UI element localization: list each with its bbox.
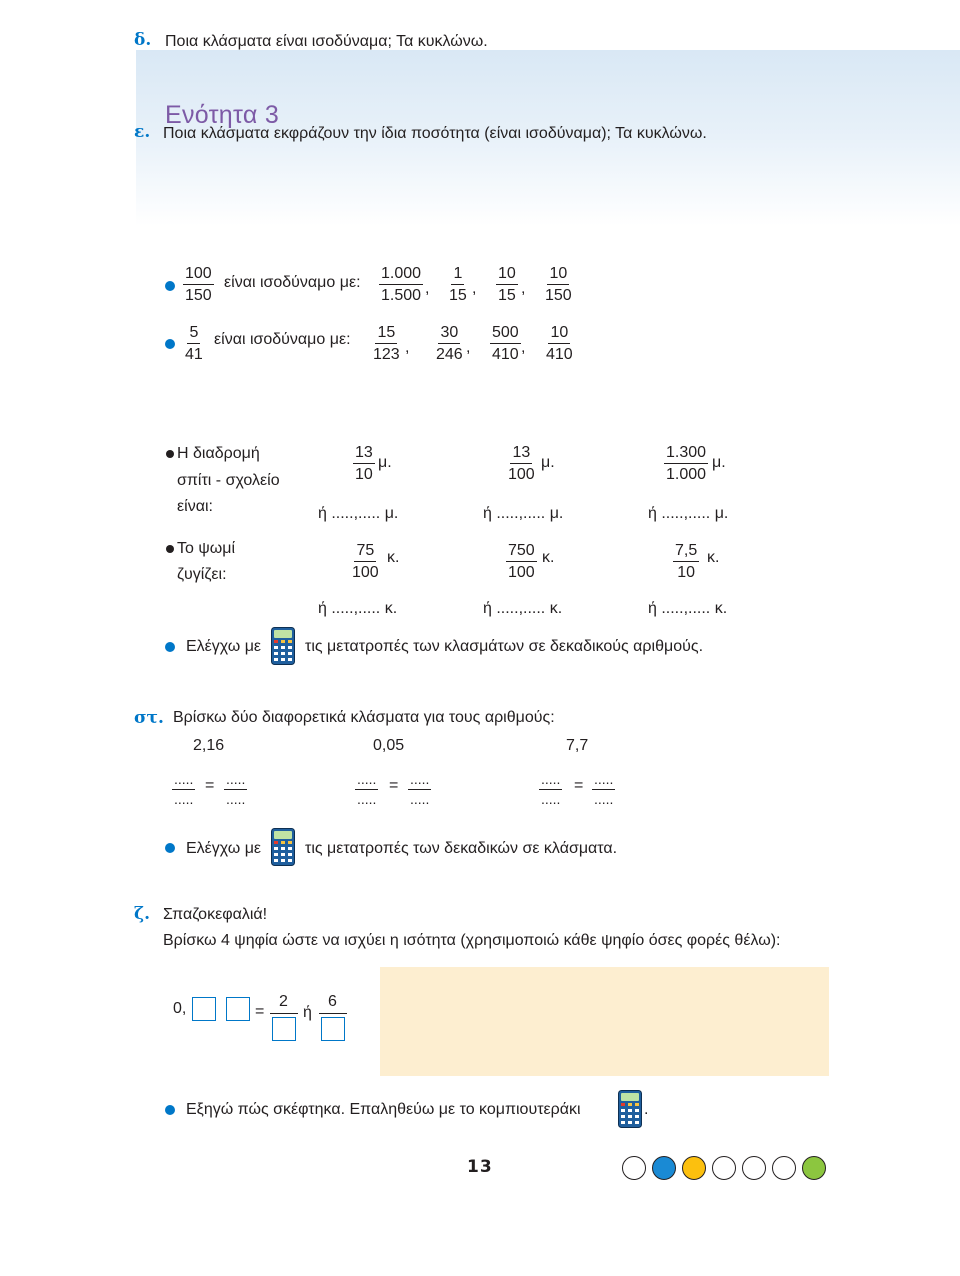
color-circle [682,1156,706,1180]
bread-answer[interactable]: ή .....,..... κ. [318,600,398,617]
route-fraction[interactable]: $\frac{13}{100}$ [508,444,535,483]
route-answer[interactable]: ή .....,..... μ. [318,505,399,522]
equivalent-text: είναι ισοδύναμο με: [214,331,351,348]
bread-fraction[interactable]: $\frac{7,5}{10}$ [675,542,698,581]
calculator-icon [271,828,295,866]
epsilon-question: Ποια κλάσματα εκφράζουν την ίδια ποσότητα (είναι ισοδύναμα); Τα κυκλώνω. [163,125,707,142]
section-letter-epsilon: ε. [134,122,151,142]
digit-box[interactable] [321,1017,345,1041]
check-prefix: Ελέγχω με [186,840,262,857]
route-label-3: είναι: [177,498,213,515]
decimal-prefix: 0, [173,1000,187,1017]
bullet [165,843,175,853]
unit-kilo: κ. [707,549,720,566]
check-suffix: τις μετατροπές των δεκαδικών σε κλάσματα. [305,840,618,857]
fraction-option[interactable]: $\frac{10}{410}$ [546,324,573,363]
bullet [165,339,175,349]
bread-label-2: ζυγίζει: [177,566,227,583]
comma: , [472,280,477,297]
unit-meters: μ. [378,454,392,471]
fraction-main: $\frac{5}{41}$ [185,324,203,363]
fraction-option[interactable]: $\frac{500}{410}$ [492,324,519,363]
fraction-numerator: 2 [279,993,288,1010]
blank-fraction[interactable]: ..... ..... [410,771,430,807]
check-suffix: τις μετατροπές των κλασμάτων σε δεκαδικούς αριθμούς. [305,638,704,655]
fraction-option[interactable]: $\frac{1.000}{1.500}$ [381,265,422,304]
bread-label-1: Το ψωμί [177,540,236,557]
bread-answer[interactable]: ή .....,..... κ. [483,600,563,617]
comma: , [521,339,526,356]
digit-box[interactable] [272,1017,296,1041]
zeta-title: Σπαζοκεφαλιά! [163,906,268,923]
bullet [166,545,174,553]
calculator-icon [618,1090,642,1128]
blank-fraction[interactable]: ..... ..... [226,771,246,807]
fraction-option[interactable]: $\frac{10}{15}$ [498,265,516,304]
blank-fraction[interactable]: ..... ..... [357,771,377,807]
fraction-option[interactable]: $\frac{30}{246}$ [436,324,463,363]
explain-text: Εξηγώ πώς σκέφτηκα. Επαληθεύω με το κομπιουτεράκι [186,1101,581,1118]
unit-meters: μ. [712,454,726,471]
equals-sign: = [389,777,399,794]
fraction-main: $\frac{100}{150}$ [185,265,212,304]
bullet [165,1105,175,1115]
answer-area[interactable] [380,967,829,1076]
color-circle [802,1156,826,1180]
unit-kilo: κ. [542,549,555,566]
route-answer[interactable]: ή .....,..... μ. [483,505,564,522]
zeta-instruction: Βρίσκω 4 ψηφία ώστε να ισχύει η ισότητα (χρησιμοποιώ κάθε ψηφίο όσες φορές θέλω): [163,932,781,949]
route-fraction[interactable]: $\frac{1.300}{1.000}$ [666,444,707,483]
route-label-1: Η διαδρομή [177,445,260,462]
bullet [165,642,175,652]
explain-end: . [644,1101,649,1118]
bullet [165,281,175,291]
fraction-option[interactable]: $\frac{1}{15}$ [449,265,467,304]
or-text: ή [303,1004,312,1021]
delta-question: Ποια κλάσματα είναι ισοδύναμα; Τα κυκλώνω. [165,33,488,50]
color-circle [652,1156,676,1180]
check-prefix: Ελέγχω με [186,638,262,655]
fraction-option[interactable]: $\frac{10}{150}$ [545,265,572,304]
comma: , [466,339,471,356]
equals-sign: = [574,777,584,794]
calculator-icon [271,627,295,665]
color-circle [712,1156,736,1180]
section-letter-delta: δ. [134,30,152,50]
number-value: 2,16 [193,737,225,754]
fraction-bar [319,1013,347,1014]
color-circle [772,1156,796,1180]
bread-answer[interactable]: ή .....,..... κ. [648,600,728,617]
bread-fraction[interactable]: $\frac{75}{100}$ [352,542,379,581]
route-label-2: σπίτι - σχολείο [177,472,280,489]
fraction-option[interactable]: $\frac{15}{123}$ [373,324,400,363]
route-answer[interactable]: ή .....,..... μ. [648,505,729,522]
st-question: Βρίσκω δύο διαφορετικά κλάσματα για τους αριθμούς: [173,709,555,726]
bullet [166,450,174,458]
page-number: 13 [467,1157,493,1177]
route-fraction[interactable]: $\frac{13}{10}$ [355,444,373,483]
digit-box[interactable] [226,997,250,1021]
color-circle [622,1156,646,1180]
color-circle [742,1156,766,1180]
blank-fraction[interactable]: ..... ..... [541,771,561,807]
digit-box[interactable] [192,997,216,1021]
equals-sign: = [205,777,215,794]
blank-fraction[interactable]: ..... ..... [594,771,614,807]
number-value: 7,7 [566,737,589,754]
section-letter-st: στ. [134,708,164,728]
comma: , [405,339,410,356]
comma: , [521,280,526,297]
comma: , [425,280,430,297]
unit-meters: μ. [541,454,555,471]
unit-kilo: κ. [387,549,400,566]
fraction-numerator: 6 [328,993,337,1010]
section-title: Ενότητα 3 [165,101,280,129]
bread-fraction[interactable]: $\frac{750}{100}$ [508,542,535,581]
equals-sign: = [255,1003,265,1020]
equivalent-text: είναι ισοδύναμο με: [224,274,361,291]
blank-fraction[interactable]: ..... ..... [174,771,194,807]
section-letter-zeta: ζ. [134,904,150,924]
number-value: 0,05 [373,737,405,754]
fraction-bar [270,1013,298,1014]
